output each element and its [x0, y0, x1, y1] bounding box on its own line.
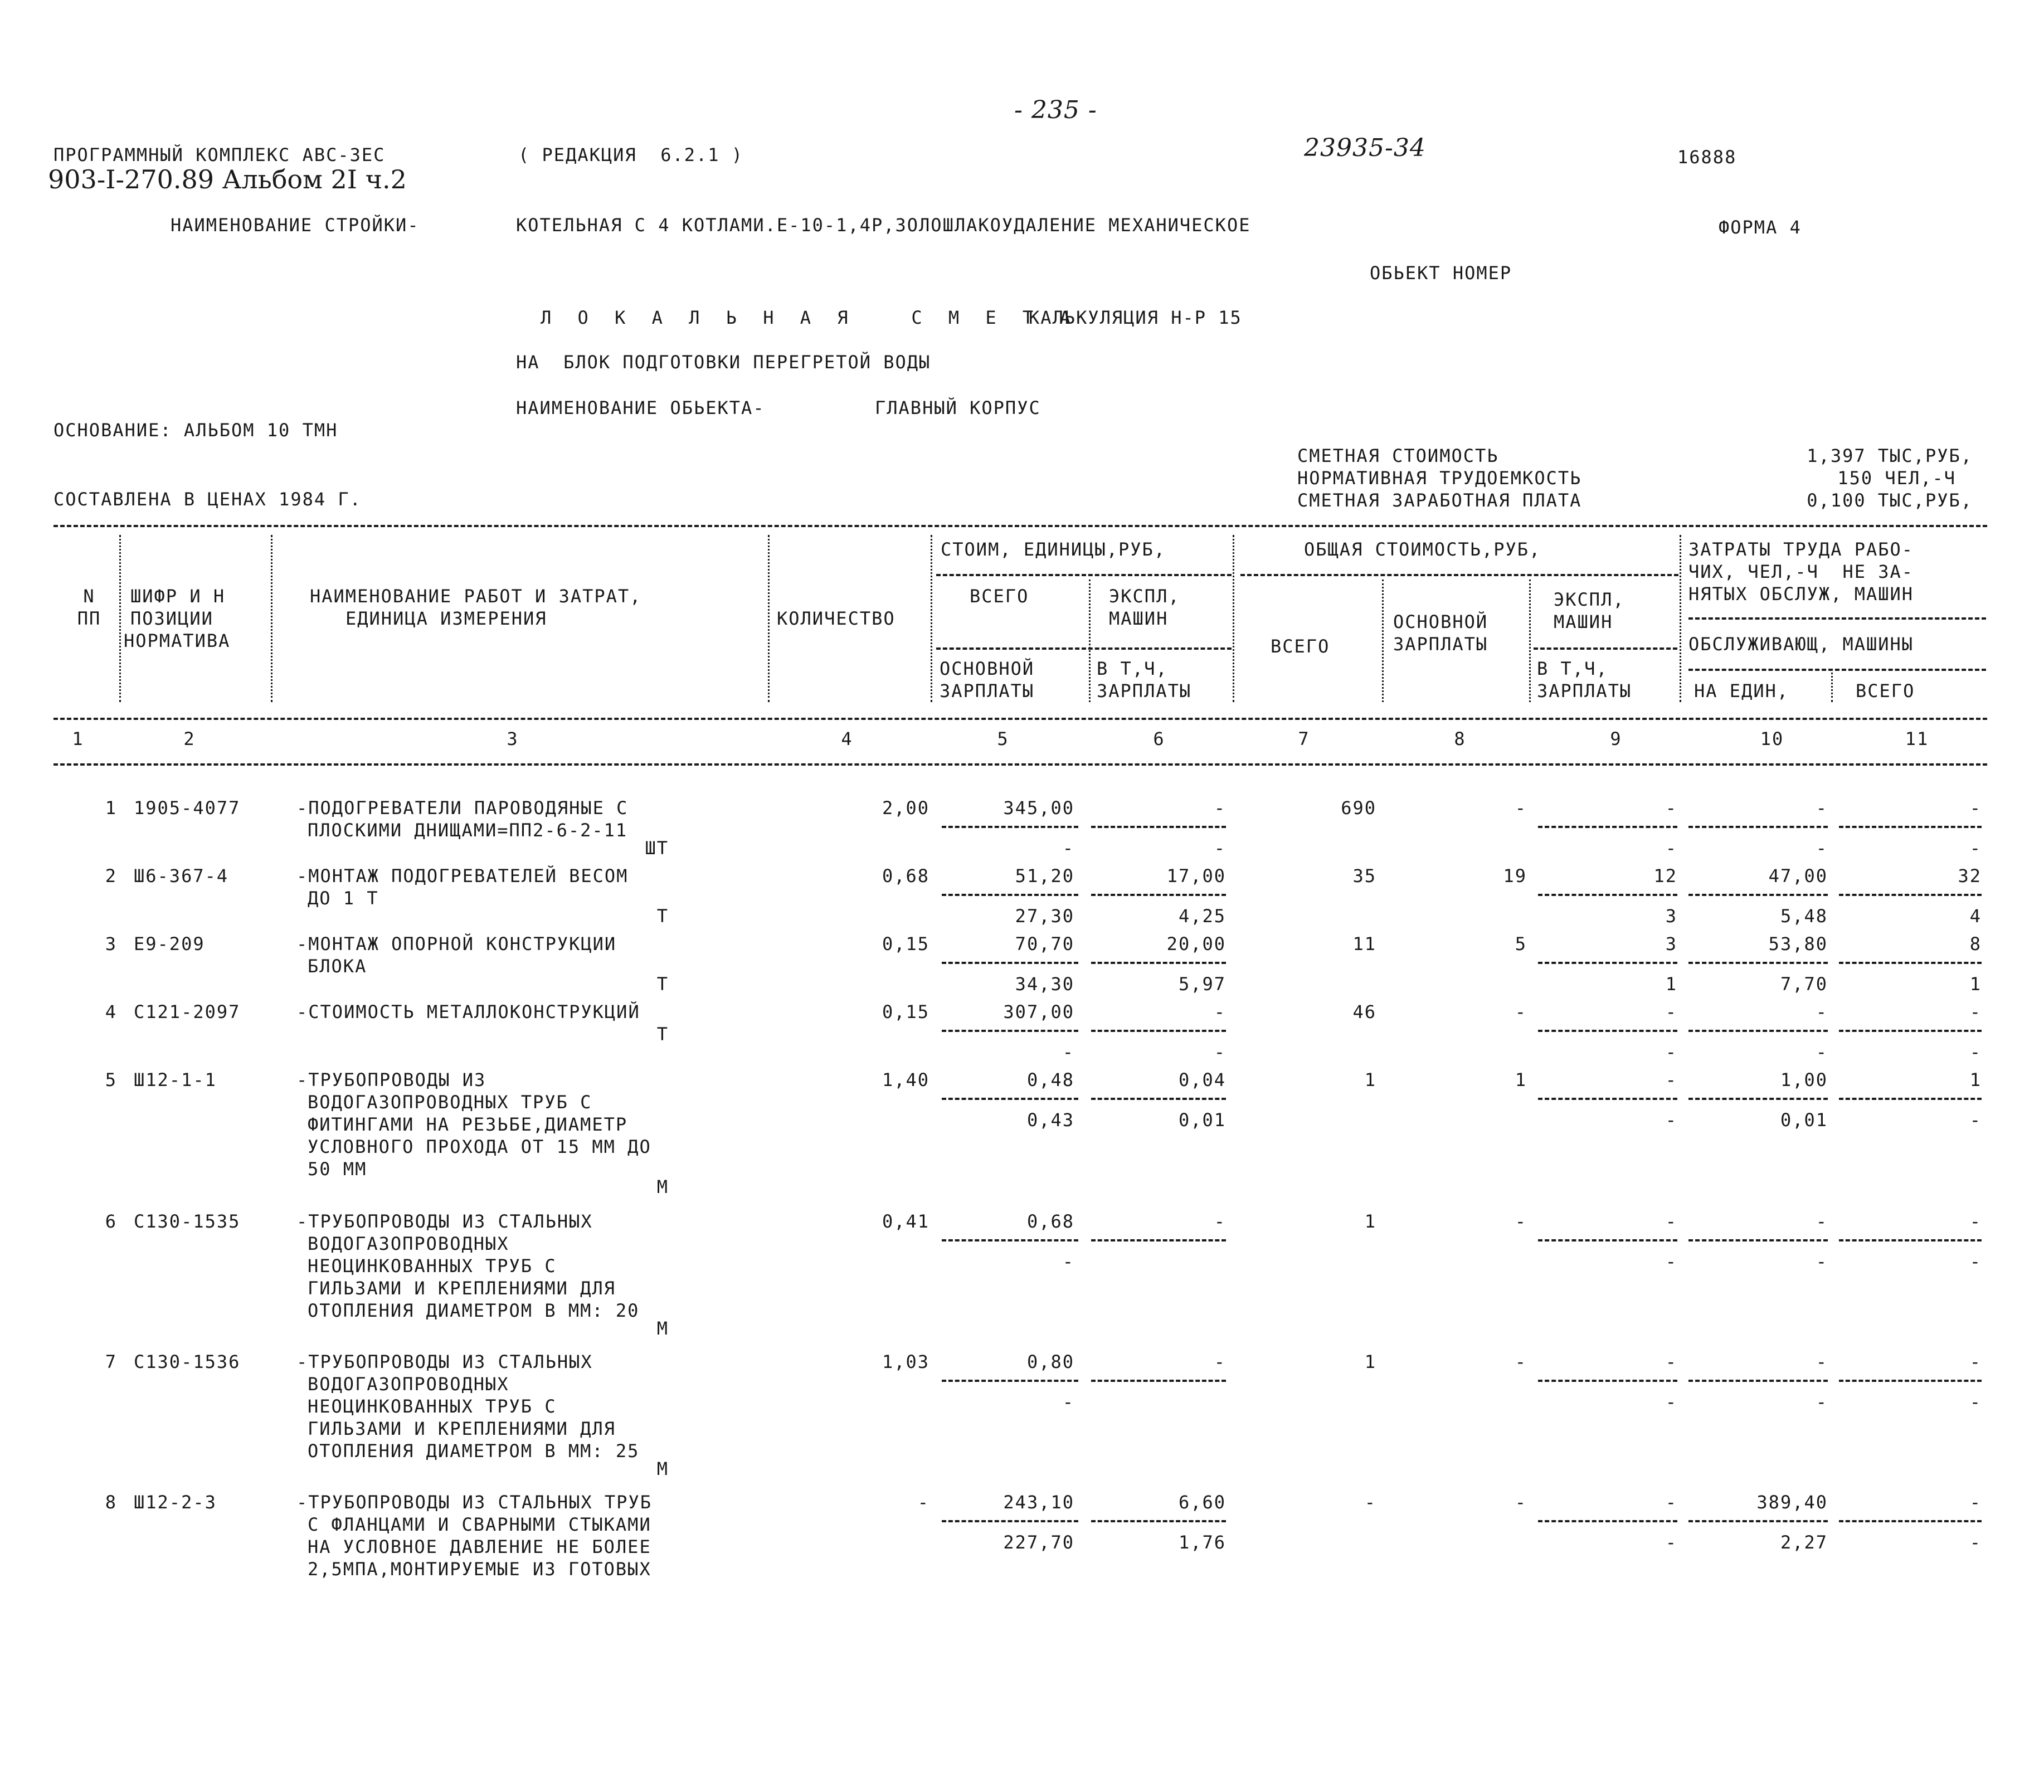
summary-value-labor: 150 ЧЕЛ,-Ч [1837, 468, 1956, 489]
row-machine-labor-unit: - [1816, 837, 1828, 859]
row-name-line: ВОДОГАЗОПРОВОДНЫХ ТРУБ С [308, 1092, 592, 1113]
row-machine-labor-total: - [1969, 1532, 1982, 1553]
value-separator [942, 894, 1078, 896]
row-unit-machines: 0,04 [1178, 1069, 1226, 1090]
value-separator [1091, 1098, 1226, 1100]
row-unit-wages: 227,70 [1003, 1532, 1074, 1553]
row-total: 1 [1364, 1069, 1376, 1090]
row-name-line: -ТРУБОПРОВОДЫ ИЗ СТАЛЬНЫХ ТРУБ [296, 1492, 652, 1513]
summary-label-wages: СМЕТНАЯ ЗАРАБОТНАЯ ПЛАТА [1297, 490, 1582, 511]
row-name-line: -МОНТАЖ ОПОРНОЙ КОНСТРУКЦИИ [296, 933, 617, 955]
construction-name: КОТЕЛЬНАЯ С 4 КОТЛАМИ.Е-10-1,4Р,ЗОЛОШЛАКОУДАЛЕНИЕ МЕХАНИЧЕСКОЕ [516, 215, 1251, 236]
header-unit-cost: СТОИМ, ЕДИНИЦЫ,РУБ, [941, 539, 1166, 560]
row-unit-machines: 17,00 [1166, 865, 1226, 887]
row-name-line: -ТРУБОПРОВОДЫ ИЗ [296, 1069, 486, 1090]
row-unit: М [656, 1458, 669, 1479]
summary-label-cost: СМЕТНАЯ СТОИМОСТЬ [1297, 445, 1499, 466]
row-unit: Т [656, 973, 669, 995]
album-reference: 903-I-270.89 Альбом 2I ч.2 [48, 164, 407, 194]
header-c2-line3: НОРМАТИВА [124, 630, 231, 651]
row-total-machines: - [1665, 1069, 1677, 1090]
row-labor-unit: - [1816, 1001, 1828, 1022]
row-total-wages: 19 [1503, 865, 1527, 887]
row-unit: М [656, 1318, 669, 1339]
row-machine-labor-total: - [1969, 1041, 1982, 1063]
row-total-machine-wages: - [1665, 1251, 1677, 1272]
col-divider [119, 535, 121, 702]
header-rule [1688, 617, 1986, 620]
price-basis: СОСТАВЛЕНА В ЦЕНАХ 1984 Г. [53, 489, 362, 510]
header-c6-bottom-line2: ЗАРПЛАТЫ [1097, 680, 1192, 702]
value-separator [1538, 894, 1677, 896]
header-c7: ВСЕГО [1271, 636, 1330, 657]
column-number: 1 [72, 728, 84, 749]
row-total-machine-wages: - [1665, 1391, 1677, 1413]
column-number: 4 [841, 728, 853, 749]
value-separator [1839, 962, 1982, 964]
header-bottom-rule [53, 718, 1987, 720]
row-name-line: ГИЛЬЗАМИ И КРЕПЛЕНИЯМИ ДЛЯ [308, 1278, 616, 1299]
column-number: 5 [997, 728, 1009, 749]
value-separator [1538, 962, 1677, 964]
object-name-label: НАИМЕНОВАНИЕ ОБЬЕКТА- [516, 397, 765, 418]
value-separator [1839, 1239, 1982, 1241]
row-total-machines: - [1665, 797, 1677, 819]
row-code: С130-1535 [134, 1211, 241, 1232]
row-machine-labor-total: 4 [1969, 905, 1982, 927]
value-separator [1839, 1030, 1982, 1032]
row-unit-total: 0,68 [1026, 1211, 1074, 1232]
row-code: Е9-209 [134, 933, 205, 955]
row-number: 7 [105, 1351, 117, 1372]
row-unit-machine-wages: 0,01 [1178, 1109, 1226, 1131]
row-quantity: 0,41 [882, 1211, 929, 1232]
row-code: С130-1536 [134, 1351, 241, 1372]
row-number: 2 [105, 865, 117, 887]
page-number: - 235 - [1014, 96, 1097, 124]
value-separator [1091, 962, 1226, 964]
row-number: 4 [105, 1001, 117, 1022]
row-unit-machine-wages: 4,25 [1178, 905, 1226, 927]
row-total: 1 [1364, 1211, 1376, 1232]
value-separator [1091, 894, 1226, 896]
document-title: Л О К А Л Ь Н А Я С М Е Т А [541, 307, 1078, 328]
row-unit-machines: - [1214, 1351, 1226, 1372]
row-unit-machine-wages: 5,97 [1178, 973, 1226, 995]
header-rule [936, 647, 1232, 650]
row-total-machine-wages: - [1665, 837, 1677, 859]
value-separator [1688, 1098, 1828, 1100]
row-unit-wages: - [1062, 1041, 1074, 1063]
header-rule [1240, 574, 1678, 576]
row-quantity: 0,68 [882, 865, 929, 887]
form-label: ФОРМА 4 [1719, 217, 1802, 238]
value-separator [1538, 1380, 1677, 1382]
row-labor-total: 32 [1958, 865, 1982, 887]
row-total-wages: - [1515, 1001, 1527, 1022]
col-divider [1089, 580, 1091, 702]
row-quantity: 1,03 [882, 1351, 929, 1372]
row-unit: ШТ [645, 837, 669, 859]
header-c1-line2: ПП [77, 608, 101, 629]
header-total-cost: ОБЩАЯ СТОИМОСТЬ,РУБ, [1304, 539, 1541, 560]
row-name-line: ОТОПЛЕНИЯ ДИАМЕТРОМ В ММ: 25 [308, 1440, 640, 1462]
value-separator [1538, 1030, 1677, 1032]
col-divider [1831, 669, 1833, 702]
row-labor-total: - [1969, 1492, 1982, 1513]
row-name-line: -ТРУБОПРОВОДЫ ИЗ СТАЛЬНЫХ [296, 1211, 593, 1232]
header-labor-line2: ЧИХ, ЧЕЛ,-Ч НЕ ЗА- [1688, 561, 1914, 582]
row-unit-wages: - [1062, 837, 1074, 859]
row-name-line: ВОДОГАЗОПРОВОДНЫХ [308, 1233, 509, 1254]
basis: ОСНОВАНИЕ: АЛЬБОМ 10 ТМН [53, 420, 338, 441]
row-unit: М [656, 1176, 669, 1197]
document-code: 16888 [1677, 147, 1737, 168]
row-total-machine-wages: - [1665, 1041, 1677, 1063]
program-name: ПРОГРАММНЫЙ КОМПЛЕКС АВС-ЗЕС [53, 144, 386, 165]
row-machine-labor-unit: 7,70 [1780, 973, 1828, 995]
value-separator [942, 1098, 1078, 1100]
column-number: 10 [1760, 728, 1784, 749]
row-unit-machines: - [1214, 1001, 1226, 1022]
row-unit-machine-wages: 1,76 [1178, 1532, 1226, 1553]
row-total: 690 [1341, 797, 1376, 819]
row-labor-total: - [1969, 1351, 1982, 1372]
row-machine-labor-total: - [1969, 1109, 1982, 1131]
document-number: 23935-34 [1304, 134, 1426, 162]
row-labor-total: - [1969, 797, 1982, 819]
column-number: 3 [507, 728, 519, 749]
row-total: 1 [1364, 1351, 1376, 1372]
header-c5-top: ВСЕГО [970, 586, 1029, 607]
row-labor-unit: 47,00 [1768, 865, 1828, 887]
row-total-wages: - [1515, 1211, 1527, 1232]
row-unit-wages: 27,30 [1015, 905, 1074, 927]
row-total: 11 [1352, 933, 1376, 955]
calculation-number: КАЛЬКУЛЯЦИЯ Н-Р 15 [1029, 307, 1242, 328]
row-total: 35 [1352, 865, 1376, 887]
row-name-line: 2,5МПА,МОНТИРУЕМЫЕ ИЗ ГОТОВЫХ [308, 1559, 651, 1580]
header-c3-line2: ЕДИНИЦА ИЗМЕРЕНИЯ [345, 608, 547, 629]
row-unit-machines: 6,60 [1178, 1492, 1226, 1513]
row-name-line: ОТОПЛЕНИЯ ДИАМЕТРОМ В ММ: 20 [308, 1300, 640, 1321]
value-separator [1688, 962, 1828, 964]
header-labor-machines: ОБСЛУЖИВАЮЩ, МАШИНЫ [1688, 634, 1914, 655]
row-number: 6 [105, 1211, 117, 1232]
row-machine-labor-unit: - [1816, 1041, 1828, 1063]
table-top-rule [53, 525, 1987, 527]
row-code: 1905-4077 [134, 797, 241, 819]
row-name-line: 50 ММ [308, 1158, 367, 1180]
row-machine-labor-total: - [1969, 1251, 1982, 1272]
value-separator [1688, 1239, 1828, 1241]
row-total-machines: 12 [1653, 865, 1677, 887]
row-unit-total: 243,10 [1003, 1492, 1074, 1513]
column-number: 6 [1153, 728, 1165, 749]
column-number: 11 [1905, 728, 1929, 749]
row-unit: Т [656, 1024, 669, 1045]
col-divider [271, 535, 272, 702]
row-number: 3 [105, 933, 117, 955]
header-c9-top-line2: МАШИН [1554, 611, 1613, 632]
row-total-machine-wages: - [1665, 1532, 1677, 1553]
header-rule [1688, 669, 1986, 671]
row-unit-machines: - [1214, 1211, 1226, 1232]
row-number: 5 [105, 1069, 117, 1090]
col-divider [1233, 535, 1234, 702]
row-unit-total: 345,00 [1003, 797, 1074, 819]
row-machine-labor-unit: - [1816, 1391, 1828, 1413]
col-divider [1382, 580, 1384, 702]
row-labor-total: 1 [1969, 1069, 1982, 1090]
row-name-line: УСЛОВНОГО ПРОХОДА ОТ 15 ММ ДО [308, 1136, 651, 1157]
value-separator [1538, 1520, 1677, 1522]
row-name-line: НЕОЦИНКОВАННЫХ ТРУБ С [308, 1396, 557, 1417]
row-code: Ш6-367-4 [134, 865, 229, 887]
row-total-machines: - [1665, 1001, 1677, 1022]
header-c10: НА ЕДИН, [1694, 680, 1789, 702]
row-unit-wages: 34,30 [1015, 973, 1074, 995]
row-unit-machine-wages: - [1214, 837, 1226, 859]
row-labor-total: - [1969, 1001, 1982, 1022]
row-code: С121-2097 [134, 1001, 241, 1022]
value-separator [1538, 826, 1677, 828]
row-labor-unit: 389,40 [1756, 1492, 1828, 1513]
value-separator [1688, 826, 1828, 828]
estimate-subject: НА БЛОК ПОДГОТОВКИ ПЕРЕГРЕТОЙ ВОДЫ [516, 352, 931, 373]
header-c6-top-line2: МАШИН [1109, 608, 1169, 629]
value-separator [1688, 1520, 1828, 1522]
row-unit-machines: - [1214, 797, 1226, 819]
col-divider [768, 535, 770, 702]
header-c4: КОЛИЧЕСТВО [777, 608, 896, 629]
header-c2-line1: ШИФР И Н [130, 586, 226, 607]
column-number: 8 [1454, 728, 1466, 749]
header-c9-bottom-line1: В Т,Ч, [1537, 658, 1608, 679]
header-labor-line1: ЗАТРАТЫ ТРУДА РАБО- [1688, 539, 1914, 560]
row-total-wages: - [1515, 797, 1527, 819]
row-unit-total: 51,20 [1015, 865, 1074, 887]
value-separator [1091, 826, 1226, 828]
edition: ( РЕДАКЦИЯ 6.2.1 ) [518, 144, 744, 165]
row-unit-machine-wages: - [1214, 1041, 1226, 1063]
row-total-machines: 3 [1665, 933, 1677, 955]
row-unit-total: 307,00 [1003, 1001, 1074, 1022]
row-name-line: НЕОЦИНКОВАННЫХ ТРУБ С [308, 1255, 557, 1277]
row-machine-labor-total: - [1969, 837, 1982, 859]
row-labor-unit: 1,00 [1780, 1069, 1828, 1090]
row-machine-labor-unit: 5,48 [1780, 905, 1828, 927]
column-number: 7 [1298, 728, 1310, 749]
row-labor-unit: 53,80 [1768, 933, 1828, 955]
row-machine-labor-unit: - [1816, 1251, 1828, 1272]
row-name-line: ДО 1 Т [308, 888, 379, 909]
value-separator [1688, 1030, 1828, 1032]
value-separator [942, 1239, 1078, 1241]
value-separator [942, 826, 1078, 828]
row-quantity: - [917, 1492, 929, 1513]
row-total-machines: - [1665, 1351, 1677, 1372]
row-unit-machines: 20,00 [1166, 933, 1226, 955]
col-divider [1680, 535, 1681, 702]
row-unit-wages: - [1062, 1251, 1074, 1272]
row-total-wages: - [1515, 1492, 1527, 1513]
value-separator [1839, 1098, 1982, 1100]
value-separator [942, 1520, 1078, 1522]
summary-label-labor: НОРМАТИВНАЯ ТРУДОЕМКОСТЬ [1297, 468, 1582, 489]
header-c2-line2: ПОЗИЦИИ [130, 608, 213, 629]
row-code: Ш12-1-1 [134, 1069, 217, 1090]
header-c8-line2: ЗАРПЛАТЫ [1393, 634, 1488, 655]
row-unit-wages: 0,43 [1026, 1109, 1074, 1131]
value-separator [1688, 1380, 1828, 1382]
construction-label: НАИМЕНОВАНИЕ СТРОЙКИ- [171, 215, 420, 236]
row-labor-total: - [1969, 1211, 1982, 1232]
value-separator [1688, 894, 1828, 896]
row-labor-unit: - [1816, 1351, 1828, 1372]
row-name-line: С ФЛАНЦАМИ И СВАРНЫМИ СТЫКАМИ [308, 1514, 651, 1535]
header-c3-line1: НАИМЕНОВАНИЕ РАБОТ И ЗАТРАТ, [310, 586, 642, 607]
row-number: 1 [105, 797, 117, 819]
header-c6-bottom-line1: В Т,Ч, [1097, 658, 1168, 679]
row-name-line: -ТРУБОПРОВОДЫ ИЗ СТАЛЬНЫХ [296, 1351, 593, 1372]
value-separator [942, 1030, 1078, 1032]
row-quantity: 0,15 [882, 933, 929, 955]
row-name-line: ВОДОГАЗОПРОВОДНЫХ [308, 1374, 509, 1395]
row-total-machine-wages: - [1665, 1109, 1677, 1131]
row-total: 46 [1352, 1001, 1376, 1022]
row-total-machine-wages: 3 [1665, 905, 1677, 927]
row-unit-total: 70,70 [1015, 933, 1074, 955]
col-divider [931, 535, 932, 702]
header-c5-bottom-line1: ОСНОВНОЙ [940, 658, 1035, 679]
header-c9-bottom-line2: ЗАРПЛАТЫ [1537, 680, 1632, 702]
row-name-line: БЛОКА [308, 956, 367, 977]
col-divider [1529, 580, 1531, 702]
value-separator [1839, 826, 1982, 828]
row-name-line: ФИТИНГАМИ НА РЕЗЬБЕ,ДИАМЕТР [308, 1114, 628, 1135]
row-name-line: ПЛОСКИМИ ДНИЩАМИ=ПП2-6-2-11 [308, 820, 628, 841]
row-unit-total: 0,80 [1026, 1351, 1074, 1372]
header-c8-line1: ОСНОВНОЙ [1393, 611, 1488, 632]
row-name-line: ГИЛЬЗАМИ И КРЕПЛЕНИЯМИ ДЛЯ [308, 1418, 616, 1439]
object-number: ОБЬЕКТ НОМЕР [1370, 262, 1512, 284]
summary-value-wages: 0,100 ТЫС,РУБ, [1807, 490, 1973, 511]
value-separator [1538, 1239, 1677, 1241]
row-quantity: 1,40 [882, 1069, 929, 1090]
column-number: 9 [1610, 728, 1622, 749]
header-c9-top-line1: ЭКСПЛ, [1554, 589, 1625, 610]
row-total: - [1364, 1492, 1376, 1513]
column-number: 2 [183, 728, 196, 749]
value-separator [1839, 894, 1982, 896]
value-separator [1538, 1098, 1677, 1100]
column-numbers-rule [53, 763, 1987, 766]
value-separator [1839, 1380, 1982, 1382]
value-separator [942, 962, 1078, 964]
row-machine-labor-unit: 0,01 [1780, 1109, 1828, 1131]
row-total-wages: 5 [1515, 933, 1527, 955]
row-labor-unit: - [1816, 1211, 1828, 1232]
row-total-wages: 1 [1515, 1069, 1527, 1090]
row-quantity: 0,15 [882, 1001, 929, 1022]
value-separator [1091, 1239, 1226, 1241]
value-separator [1839, 1520, 1982, 1522]
value-separator [1091, 1030, 1226, 1032]
value-separator [1091, 1380, 1226, 1382]
object-name: ГЛАВНЫЙ КОРПУС [875, 397, 1041, 418]
row-unit: Т [656, 905, 669, 927]
row-total-machines: - [1665, 1211, 1677, 1232]
row-machine-labor-total: - [1969, 1391, 1982, 1413]
summary-value-cost: 1,397 ТЫС,РУБ, [1807, 445, 1973, 466]
row-unit-total: 0,48 [1026, 1069, 1074, 1090]
row-machine-labor-total: 1 [1969, 973, 1982, 995]
row-name-line: -МОНТАЖ ПОДОГРЕВАТЕЛЕЙ ВЕСОМ [296, 865, 629, 887]
row-labor-unit: - [1816, 797, 1828, 819]
row-total-machine-wages: 1 [1665, 973, 1677, 995]
value-separator [942, 1380, 1078, 1382]
row-total-machines: - [1665, 1492, 1677, 1513]
row-labor-total: 8 [1969, 933, 1982, 955]
header-rule [1534, 647, 1677, 650]
row-total-wages: - [1515, 1351, 1527, 1372]
header-c11: ВСЕГО [1856, 680, 1915, 702]
row-name-line: НА УСЛОВНОЕ ДАВЛЕНИЕ НЕ БОЛЕЕ [308, 1536, 651, 1557]
header-c1-line1: N [83, 586, 95, 607]
header-labor-line3: НЯТЫХ ОБСЛУЖ, МАШИН [1688, 583, 1914, 605]
row-code: Ш12-2-3 [134, 1492, 217, 1513]
row-name-line: -ПОДОГРЕВАТЕЛИ ПАРОВОДЯНЫЕ С [296, 797, 629, 819]
row-quantity: 2,00 [882, 797, 929, 819]
row-unit-wages: - [1062, 1391, 1074, 1413]
header-c5-bottom-line2: ЗАРПЛАТЫ [940, 680, 1035, 702]
header-c6-top-line1: ЭКСПЛ, [1109, 586, 1180, 607]
row-number: 8 [105, 1492, 117, 1513]
header-rule [936, 574, 1232, 576]
value-separator [1091, 1520, 1226, 1522]
row-name-line: -СТОИМОСТЬ МЕТАЛЛОКОНСТРУКЦИЙ [296, 1001, 640, 1022]
row-machine-labor-unit: 2,27 [1780, 1532, 1828, 1553]
